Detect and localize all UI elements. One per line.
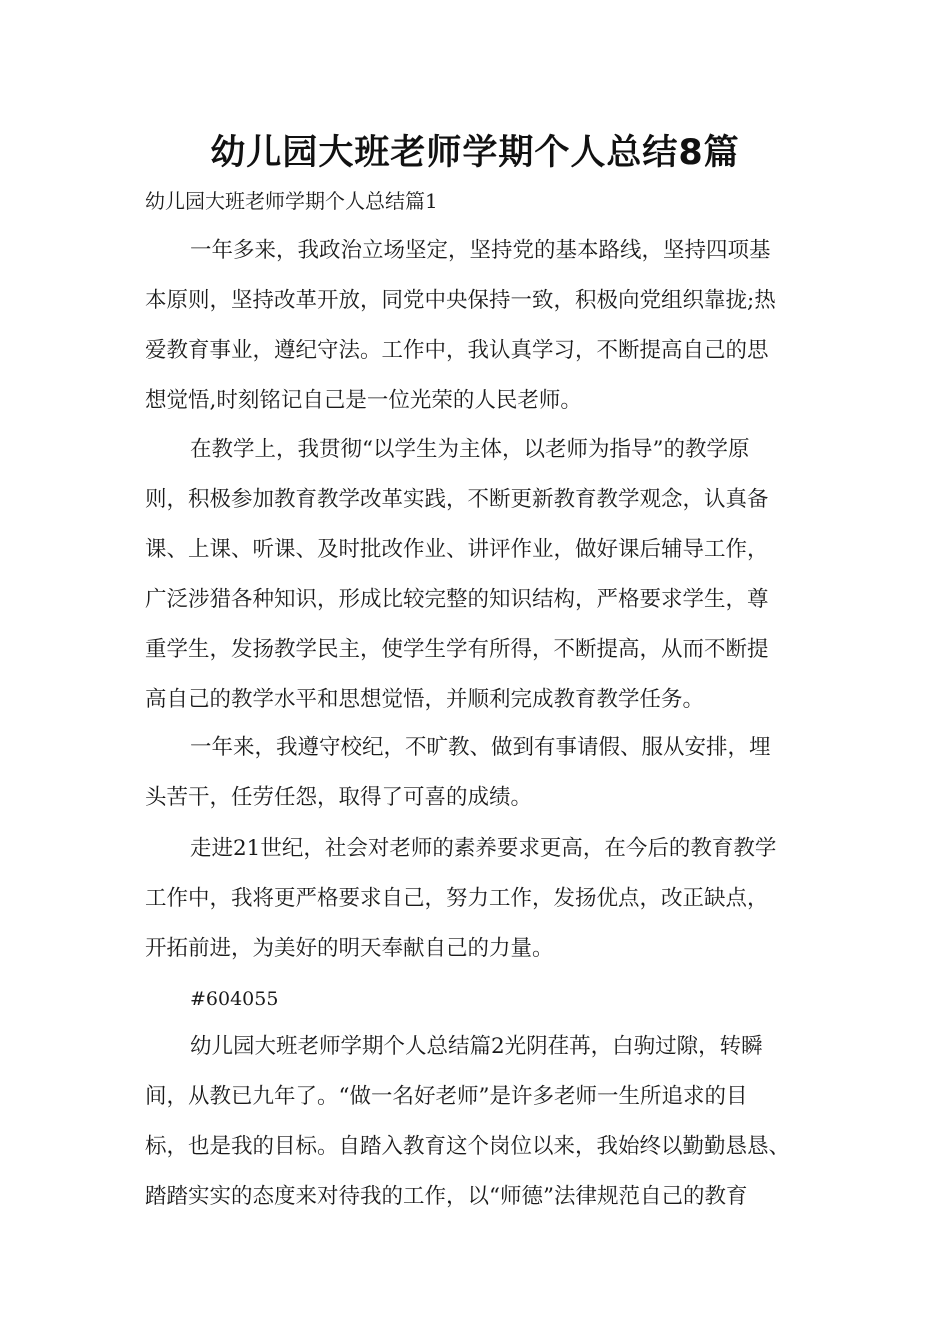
paragraph-4 — [145, 824, 817, 974]
paragraph-line: 想觉悟,时刻铭记自己是一位光荣的人民老师。 — [145, 388, 582, 413]
section-heading-1: 幼儿园大班老师学期个人总结篇1 — [145, 189, 438, 213]
paragraph-section-2 — [145, 1022, 817, 1222]
paragraph-line: 在教学上，我贯彻“以学生为主体，以老师为指导”的教学原 — [190, 437, 750, 462]
paragraph-line: 标，也是我的目标。自踏入教育这个岗位以来，我始终以勤勤恳恳、 — [145, 1134, 791, 1159]
paragraph-line: 爱教育事业，遵纪守法。工作中，我认真学习，不断提高自己的思 — [145, 338, 769, 363]
paragraph-line: 头苦干，任劳任怨，取得了可喜的成绩。 — [145, 785, 533, 810]
document-tag: #604055 — [190, 988, 279, 1010]
paragraph-line: 广泛涉猎各种知识，形成比较完整的知识结构，严格要求学生，尊 — [145, 587, 769, 612]
paragraph-line: 课、上课、听课、及时批改作业、讲评作业，做好课后辅导工作， — [145, 537, 769, 562]
paragraph-line: 幼儿园大班老师学期个人总结篇2光阴荏苒，白驹过隙，转瞬 — [190, 1034, 763, 1059]
paragraph-line: 一年多来，我政治立场坚定，坚持党的基本路线，坚持四项基 — [190, 238, 771, 263]
paragraph-line: 本原则，坚持改革开放，同党中央保持一致，积极向党组织靠拢;热 — [145, 288, 776, 313]
paragraph-3 — [145, 723, 817, 823]
paragraph-2 — [145, 425, 817, 725]
document-title: 幼儿园大班老师学期个人总结8篇 — [210, 133, 740, 173]
paragraph-line: 踏踏实实的态度来对待我的工作，以“师德”法律规范自己的教育 — [145, 1184, 748, 1209]
paragraph-line: 高自己的教学水平和思想觉悟，并顺利完成教育教学任务。 — [145, 687, 705, 712]
paragraph-line: 则，积极参加教育教学改革实践，不断更新教育教学观念，认真备 — [145, 487, 769, 512]
paragraph-line: 一年来，我遵守校纪，不旷教、做到有事请假、服从安排，埋 — [190, 735, 771, 760]
paragraph-line: 重学生，发扬教学民主，使学生学有所得，不断提高，从而不断提 — [145, 637, 769, 662]
paragraph-1 — [145, 226, 817, 426]
paragraph-line: 开拓前进，为美好的明天奉献自己的力量。 — [145, 936, 554, 961]
paragraph-line: 工作中，我将更严格要求自己，努力工作，发扬优点，改正缺点， — [145, 886, 769, 911]
paragraph-line: 间，从教已九年了。“做一名好老师”是许多老师一生所追求的目 — [145, 1084, 748, 1109]
paragraph-line: 走进21世纪，社会对老师的素养要求更高，在今后的教育教学 — [190, 836, 777, 861]
